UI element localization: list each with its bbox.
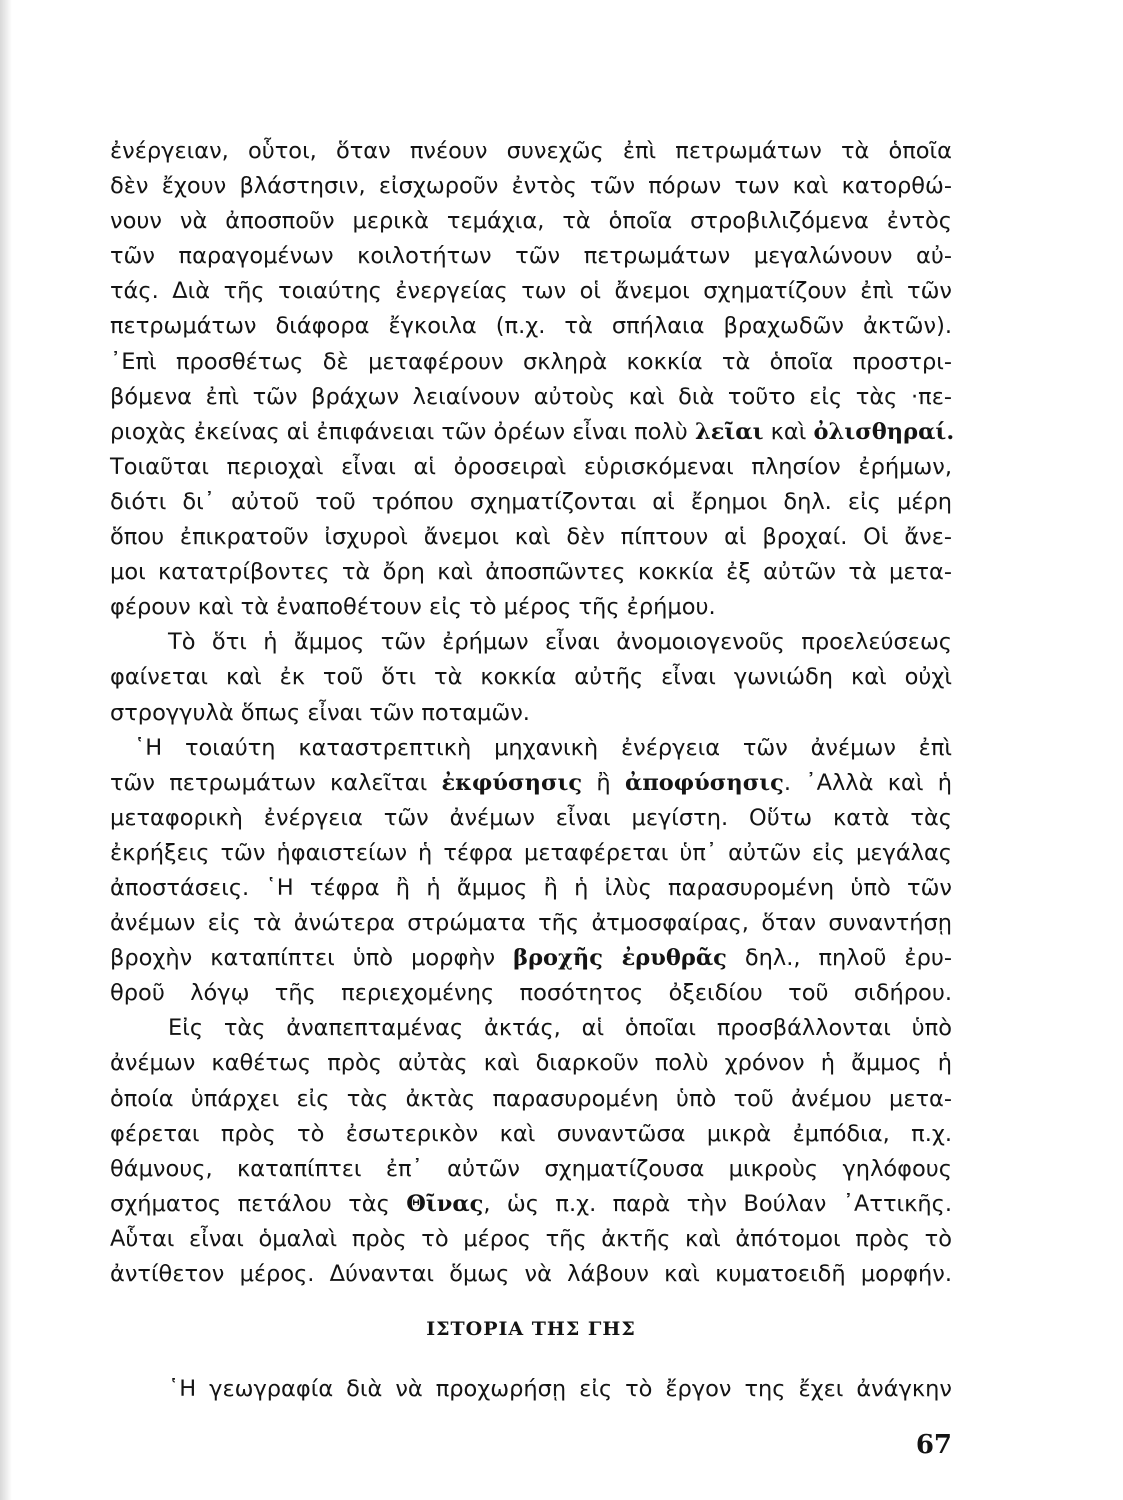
text-line: Τοιαῦται περιοχαὶ εἶναι αἱ ὀροσειραὶ εὑρισκόμεναι πλησίον ἐρήμων, xyxy=(110,453,952,480)
text-line: ὁποία ὑπάρχει εἰς τὰς ἀκτὰς παρασυρομένη ὑπὸ τοῦ ἀνέμου μετα- xyxy=(110,1085,952,1112)
text-span: τῶν πετρωμάτων καλεῖται xyxy=(110,769,442,796)
text-line: μεταφορικὴ ἐνέργεια τῶν ἀνέμων εἶναι μεγίστη. Οὕτω κατὰ τὰς xyxy=(110,804,952,831)
bold-term: ἐκφύσησις xyxy=(441,769,583,796)
text-line: Εἰς τὰς ἀναπεπταμένας ἀκτάς, αἱ ὁποῖαι προσβάλλονται ὑπὸ xyxy=(168,1015,952,1042)
text-line: φαίνεται καὶ ἐκ τοῦ ὅτι τὰ κοκκία αὐτῆς εἶναι γωνιώδη καὶ οὐχὶ xyxy=(110,664,952,691)
text-span: δηλ., πηλοῦ ἐρυ- xyxy=(726,945,953,972)
text-line: ῾Η γεωγραφία διὰ νὰ προχωρήσῃ εἰς τὸ ἔργον της ἔχει ἀνάγκην xyxy=(168,1376,952,1402)
text-line: διότι δι᾿ αὐτοῦ τοῦ τρόπου σχηματίζονται αἱ ἔρημοι δηλ. εἰς μέρη xyxy=(110,488,952,515)
text-line: ὅπου ἐπικρατοῦν ἰσχυροὶ ἄνεμοι καὶ δὲν πίπτουν αἱ βροχαί. Οἱ ἄνε- xyxy=(110,524,952,551)
text-line: νουν νὰ ἀποσποῦν μερικὰ τεμάχια, τὰ ὁποῖα στροβιλιζόμενα ἐντὸς xyxy=(110,208,952,235)
page-edge-shadow xyxy=(0,0,12,1500)
text-line xyxy=(110,766,952,801)
text-line: ἐνέργειαν, οὗτοι, ὅταν πνέουν συνεχῶς ἐπὶ πετρωμάτων τὰ ὁποῖα xyxy=(110,138,952,164)
text-line: ἀντίθετον μέρος. Δύνανται ὅμως νὰ λάβουν καὶ κυματοειδῆ μορφήν. xyxy=(110,1261,952,1287)
text-line: Αὗται εἶναι ὁμαλαὶ πρὸς τὸ μέρος τῆς ἀκτῆς καὶ ἀπότομοι πρὸς τὸ xyxy=(110,1225,952,1252)
text-line: Τὸ ὅτι ἡ ἄμμος τῶν ἐρήμων εἶναι ἀνομοιογενοῦς προελεύσεως xyxy=(168,629,952,656)
text-line: ᾿Επὶ προσθέτως δὲ μεταφέρουν σκληρὰ κοκκία τὰ ὁποῖα προστρι- xyxy=(110,348,952,375)
text-line: τάς. Διὰ τῆς τοιαύτης ἐνεργείας των οἱ ἄνεμοι σχηματίζουν ἐπὶ τῶν xyxy=(110,278,952,305)
text-line xyxy=(110,415,955,450)
bold-term: ὀλισθηραί. xyxy=(813,418,955,445)
text-line: ἀποστάσεις. ῾Η τέφρα ἢ ἡ ἄμμος ἢ ἡ ἰλὺς παρασυρομένη ὑπὸ τῶν xyxy=(110,874,952,901)
text-line: φέρουν καὶ τὰ ἐναποθέτουν εἰς τὸ μέρος τῆς ἐρήμου. xyxy=(110,594,716,621)
text-line: θροῦ λόγῳ τῆς περιεχομένης ποσότητος ὀξειδίου τοῦ σιδήρου. xyxy=(110,980,952,1007)
bold-term: Θῖνας xyxy=(406,1190,484,1217)
text-line: βόμενα ἐπὶ τῶν βράχων λειαίνουν αὐτοὺς καὶ διὰ τοῦτο εἰς τὰς ·πε- xyxy=(110,383,952,410)
text-line xyxy=(110,1187,952,1222)
text-span: ἢ xyxy=(582,769,625,796)
text-line: πετρωμάτων διάφορα ἔγκοιλα (π.χ. τὰ σπήλαια βραχωδῶν ἀκτῶν). xyxy=(110,313,952,340)
text-line: τῶν παραγομένων κοιλοτήτων τῶν πετρωμάτων μεγαλώνουν αὐ- xyxy=(110,243,952,270)
text-line: δὲν ἔχουν βλάστησιν, εἰσχωροῦν ἐντὸς τῶν πόρων των καὶ κατορθώ- xyxy=(110,173,952,200)
text-span: καὶ xyxy=(763,418,814,445)
bold-term: βροχῆς ἐρυθρᾶς xyxy=(513,945,727,972)
bold-term: ἀποφύσησις xyxy=(625,769,784,796)
text-line: φέρεται πρὸς τὸ ἐσωτερικὸν καὶ συναντῶσα μικρὰ ἐμπόδια, π.χ. xyxy=(110,1120,952,1147)
text-line: ἐκρήξεις τῶν ἡφαιστείων ἡ τέφρα μεταφέρεται ὑπ᾿ αὐτῶν εἰς μεγάλας xyxy=(110,839,952,866)
text-span: , ὡς π.χ. παρὰ τὴν Βούλαν ᾿Αττικῆς. xyxy=(483,1190,952,1217)
text-line: ῾Η τοιαύτη καταστρεπτικὴ μηχανικὴ ἐνέργεια τῶν ἀνέμων ἐπὶ xyxy=(134,734,952,761)
text-line: μοι κατατρίβοντες τὰ ὄρη καὶ ἀποσπῶντες κοκκία ἐξ αὐτῶν τὰ μετα- xyxy=(110,559,952,586)
text-span: βροχὴν καταπίπτει ὑπὸ μορφὴν xyxy=(110,945,514,972)
bold-term: λεῖαι xyxy=(694,418,764,445)
text-line: θάμνους, καταπίπτει ἐπ᾿ αὐτῶν σχηματίζουσα μικροὺς γηλόφους xyxy=(110,1155,952,1182)
text-line: στρογγυλὰ ὅπως εἶναι τῶν ποταμῶν. xyxy=(110,699,530,726)
text-span: ριοχὰς ἐκείνας αἱ ἐπιφάνειαι τῶν ὀρέων εἶναι πολὺ xyxy=(110,418,695,445)
body-text xyxy=(110,134,955,1292)
text-span: . ᾿Αλλὰ καὶ ἡ xyxy=(783,769,952,796)
text-span: σχήματος πετάλου τὰς xyxy=(110,1190,407,1217)
text-line xyxy=(110,941,952,976)
text-line: ἀνέμων καθέτως πρὸς αὐτὰς καὶ διαρκοῦν πολὺ χρόνον ἡ ἄμμος ἡ xyxy=(110,1050,952,1077)
section-heading: ΙΣΤΟΡΙΑ ΤΗΣ ΓΗΣ xyxy=(426,1318,636,1340)
text-line: ἀνέμων εἰς τὰ ἀνώτερα στρώματα τῆς ἀτμοσφαίρας, ὅταν συναντήσῃ xyxy=(110,910,952,937)
page-number: 67 xyxy=(915,1430,952,1460)
